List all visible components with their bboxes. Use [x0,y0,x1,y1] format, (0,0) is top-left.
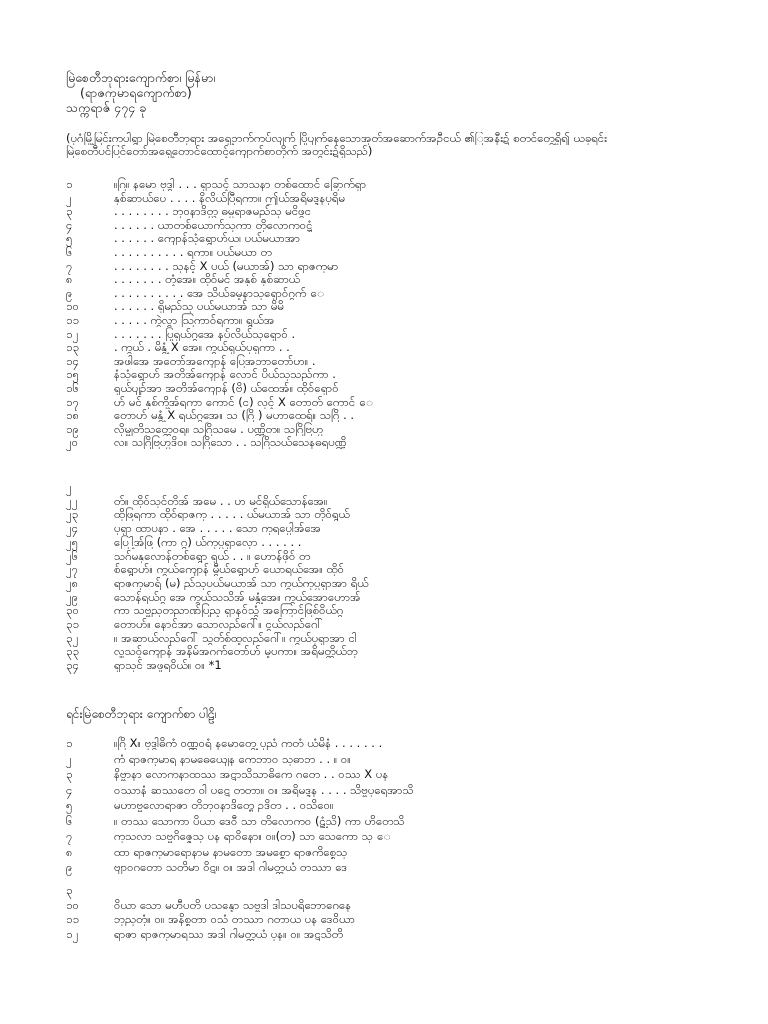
line-number: ၂ [66,190,72,205]
line-text: . . . . . ကွဲလွှာ ဩကာဝ်ရကာ။ ရွယ်အ [114,313,275,327]
text-line [66,658,746,672]
text-line [66,736,746,750]
line-number: ၁၇ [66,394,79,409]
pali-section-title: ရင်းမြဲစေတီဘုရား ကျောက်စာ ပါဠိ၊ [66,707,217,721]
text-line [66,286,746,300]
line-text: ရှာသှင် အဖူရဝိယ်။ ဝ။ *1 [114,658,222,673]
line-text: ပုရှာ ထာပနာ . အေ . . . . . သော ကုရပ္ပေါအ်အေ [114,521,322,536]
line-number: ၂ [66,751,72,766]
line-text: စ်ရွောဟ်။ ကွယ်ကျောန် မွှီယ်ရွောဟ် ယောရယ်အေ။ ထိုဝ် [114,562,345,577]
text-line [66,313,746,327]
line-number: ၃၁ [66,617,79,631]
text-line [66,898,746,912]
text-line [66,367,746,381]
text-line [66,204,746,218]
text-line [66,883,746,897]
line-number: ၁၂ [66,326,79,341]
line-text: နံသုံရွောဟ် အတိအ်ကျောန် လောင် ပိယ်သုသည်ကာ . [114,367,336,382]
text-line [66,381,746,395]
line-number: ၁၁ [66,912,79,926]
text-line [66,912,746,926]
line-text: တောဟ် မနွံ့ X ရယ်ဂွအေ။ သ (ဂြိ ) မဟာထေရ်။ သဂြိ . . [114,408,355,423]
line-number: ၁၈ [66,408,80,423]
text-line [66,845,746,859]
text-line [66,860,746,874]
line-text: ပြေါ့အ်ဖြ (ကာ ဂ္ဂ) ယ်ကုပ္ပရှာလှော . . . . . . [114,534,302,549]
text-line [66,798,746,812]
line-number: ၁ [66,177,73,191]
text-line [66,494,746,508]
line-number: ၂၅ [66,534,79,549]
line-number: ၈ [66,844,73,859]
line-text: သောန်ရယ်ဂွ အေ ကွယ်သသိအ် မနွံ့အေ။ ကွယ်အောဟောအ် [114,589,361,604]
text-line [66,177,746,191]
line-text: . . . . . . ယာတစ်ယောက်သုကာ တိုလောကဝဋ္ဋံ [114,217,313,232]
text-line [66,408,746,422]
line-number: ၂၄ [66,521,79,536]
inscription-title: မြဲစေတီဘုရားကျောက်စာ၊ မြန်မာ၊ [66,70,216,85]
line-text: . . . . . . . . ဘုဝနာဒိတ္ယ ဓမ္မရာဇမည်သှ မငိဖွင [114,204,312,219]
line-text: . . . . . . ရှိမည်သု ပယ်မယာအ် သာ မိမိ [114,299,284,314]
text-line [66,480,746,494]
text-line [66,927,746,941]
line-number: ၂၂ [66,493,78,508]
line-text: ထာ ရာဇကုမာရောနာမ နာမတော အမစ္စော ရာဇကိစ္စေသု [114,844,348,859]
line-number: ၂၈ [66,575,79,590]
line-number: ၁၉ [66,421,79,436]
line-number: ၂၉ [66,589,79,604]
line-text: တ်။ ထိုဝ်သှင်တိအ် အမေ . . ဟ မင်ရှိယ်သောန်အေ။ [114,493,328,508]
line-number: ၂၆ [66,548,79,563]
line-text: ရှယ်ပျဉ်အာ အတိအ်ကျောန် (ဗိ) ယ်ထေအ်။ ထိုဝ်ရှောဝ် [114,381,339,395]
line-text: . . . . . . ကျောန်သုံရွောဟ်ယ၊ ပယ်မယာအာ [114,231,301,246]
line-text: ရာဇာ ရာဇကုမာရဿ အဒါ ဂါမတ္တယံ ပုန။ ဝ။ အဋ္ဌသိတိ [114,926,344,941]
text-line [66,644,746,658]
line-number: ၂ [66,480,72,494]
line-text: နိဗ္ဗာနာ လောကနာထဿ အဋ္ဌာသိသာဓိကေ ဂတေ . . ဝဿ X ပန [114,767,389,781]
line-text: . . . . . . . . သုနင့် X ပယ် (မယာအ်) သာ ရာဇကုမာ [114,258,339,273]
line-number: ၁၃ [66,340,79,355]
text-line [66,767,746,781]
text-line [66,562,746,576]
line-number: ၅ [66,798,73,812]
text-line [66,814,746,828]
text-line [66,259,746,273]
inscription-date: သက္ကရာဇ် ၄၇၄ ခု [66,100,147,115]
inscription-subtitle: (ရာဇကုမာရကျောက်စာ) [80,85,192,100]
line-text: ကာ သဗ္ဗညုတညာဏ်ပြည့ ရှာနဝ်သွံ အကြောင်ဖြစ်ဝိယ်ဂွ [114,603,344,618]
line-text: ဘုညုတုံ။ ဝ။ အနိစ္စတာ ဝသံ တဿာ ဂတာယ ပန ဒေဝိယာ [114,912,355,926]
line-text: ။ အဆာယ်လည်ဂေါ် သွတ်စ်ထူလည်ဂေါ်။ ကွယ်ပုရှာအာ ငါ [114,630,357,645]
line-text: ထိုဖြရကာ ထိုဝ်ရာဇကု . . . . . ယ်မယာအ် သာ တိုဝ်ရွယ် [114,507,350,522]
line-text: ဝဿာနံ ဆဿတေ ဝါ ပဋ္ဌေ တတာ။ ဝ။ အရိမဒ္ဒန . . . . သိဗ္ဗပုရေအာသိ [114,782,414,797]
line-text: မဟာဗ္ဗလောရာဇာ တိဘုဝနာဒိတ္တွေ ဥဒိတ . . ဝသိဝေ။ [114,798,334,812]
line-text: . . . . . . . ပြုရှယ်ဂွအေ နပ်လိယ်သုရှောဝ် . [114,326,296,341]
text-line [66,354,746,368]
line-number: ၃၃ [66,644,79,659]
line-number: ၁ [66,736,73,750]
line-number: ၄ [66,217,73,232]
line-number: ၈ [66,272,73,287]
line-text: . ကွယ် . မိနွံ့ X အေ။ ကွယ်ရှယ်ပုရှကာ . . [114,340,290,355]
line-text: တောဟ်။ နောင်အာ သောလည်ဂေါ်။ ငွယ်လည်ဂေါ် [114,617,323,631]
line-text: . . . . . . . . . . အေ သိယ်ခမှုနာသုရှော၀်ဂွက် ေ [114,285,325,300]
text-line [66,521,746,535]
text-line [66,231,746,245]
text-line [66,576,746,590]
text-line [66,299,746,313]
line-text: ။ဂြိ X။ ဗုဒ္ဓါဓိကံ ဝဏ္ဏဝရံ နမောတွေ့ ပုညံ ကတံ ယံမိနံ . . . . . . . [114,736,383,750]
line-text: သဂ်မနှလောန်တစ်ရွော ရှယ် . . ။ ဟောန်ဖိုဝ် တ [114,548,311,563]
line-text: လှူသဝ့်ကျောန် အနိမ်အဂက်တော်ဟ် မူပကာ။ အရိမတ္တိယ်ဘု [114,644,358,659]
text-line [66,272,746,286]
line-number: ၁၀ [66,299,79,314]
text-line [66,435,746,449]
line-number: ၁၅ [66,367,79,382]
text-line [66,218,746,232]
line-number: ၁၁ [66,313,79,327]
text-line [66,327,746,341]
text-line [66,191,746,205]
line-number: ၁၆ [66,381,79,395]
line-number: ၅ [66,231,73,246]
text-line [66,631,746,645]
line-text: ဝိယာ သော မဟီပတိ ပသန္နော သဗ္ဗဒါ ဒါသပရိဘောဂေနေ [114,897,352,912]
line-number: ၁၂ [66,926,79,941]
line-text: ဟ် မင် နှစ်ကို့အ်ရကာ ကောင် (င) လှင့် X တောတ် ကောင် ေ [114,394,374,409]
line-number: ၉ [66,860,73,874]
line-number: ၃ [66,883,73,897]
line-text: . . . . . . . တံ့အေ။ ထိုဝ်မင် အနှစ် နှစ်ဆာယ် [114,272,301,287]
line-text: ကုသလာ သဗ္ဗဂိဇ္ဇေသု ပန ရာဝိနော။ ဝ။(တ) သာ သေကော သု ေ [114,829,391,843]
line-number: ၆ [66,245,73,259]
text-line [66,783,746,797]
line-number: ၂၃ [66,507,79,522]
line-number: ၂၇ [66,562,79,577]
line-number: ၉ [66,285,73,300]
text-line [66,340,746,354]
text-line [66,590,746,604]
text-line [66,617,746,631]
text-line [66,422,746,436]
line-text: နှစ်ဆာယ်ပေ . . . . နိလိယ်ပြီရကာ။ ဤယ်အရိမဒ္ဒနပုရိမ [114,190,346,205]
line-number: ၆ [66,813,73,828]
line-number: ၃ [66,204,73,219]
text-line [66,245,746,259]
line-text: လ။ သဂြိဗြဟ္မဒိဝ။ သဂြိသော . . သဂြိသယ်သေနဓရပဏ္ဍိ [114,435,347,450]
line-number: ၂၀ [66,435,79,450]
line-text: ဗျာဝဂတော သတိမာ ဝိဋ္ဌ။ ဝ။ အဒါ ဂါမတ္တယံ တဿာ ဒေ [114,860,348,874]
line-text: . . . . . . . . . . ရကာ။ ပယ်မယာ တ [114,245,272,259]
line-text: ရာဇကုမာရ် (မ) ည်သုပယ်မယာအ် သာ ကွယ်ကုပ္ပရှာအာ ရိယ် [114,575,369,590]
line-number: ၃ [66,767,73,781]
line-text: လိုမ္ဗုတိသတ္တေ၀ရ။ သဂြိသမေ . ပဏ္ဍိတ။ သဂြိဗြဟ္မ [114,421,324,436]
line-text: ။ဂြ။ နမော ဗုဒ္ဓါ . . . ရှာသင့် သာသနာ တစ်ထောင် ခြောက်ရှာ [114,177,367,191]
line-number: ၄ [66,782,73,797]
line-number: ၁၄ [66,353,79,368]
text-line [66,535,746,549]
text-line [66,507,746,521]
line-number: ၃၀ [66,603,79,618]
line-number: ၃၂ [66,630,79,645]
intro-line-2: မြဲစေတီပင်ပြင်တော်အရှေ့တောင်ထောင့်ကျောက်စာတိုက် အတွင်း၌ရှိသည်) [66,145,373,158]
intro-line-1: (ပုဂံမြို့မြင်းကပါရွာ မြဲစေတီဘုရား အရှေ့ဘက်ကပ်လျက် ပြိုပျက်နေသောအုတ်အဆောက်အဦငယ် ၏ြအနီး၌ စတင်တွေ့ရှိ၍ ယခုရင်း [66,132,608,145]
text-line [66,395,746,409]
line-number: ၃၄ [66,658,79,673]
text-line [66,752,746,766]
line-number: ၇ [66,829,73,843]
line-text: ။ တဿ သောကာ ပိယာ ဒေဝီ သာ တိလောကဝ (ဋံ့သိ) ကာ ဟိတေသိ [114,813,405,828]
line-text: အဖါအေ အတော်အကျောန် ပြေအဘာတော်ဟ။ . [114,353,316,368]
line-number: ၇ [66,258,73,273]
line-number: ၁၀ [66,897,79,912]
text-line [66,603,746,617]
text-line [66,549,746,563]
text-line [66,829,746,843]
line-text: ကံ ရာဇကုမာရ နာမဓေယျေန ကေဘာဝ သုဓာဘ . . ။ ဝ။ [114,751,351,766]
